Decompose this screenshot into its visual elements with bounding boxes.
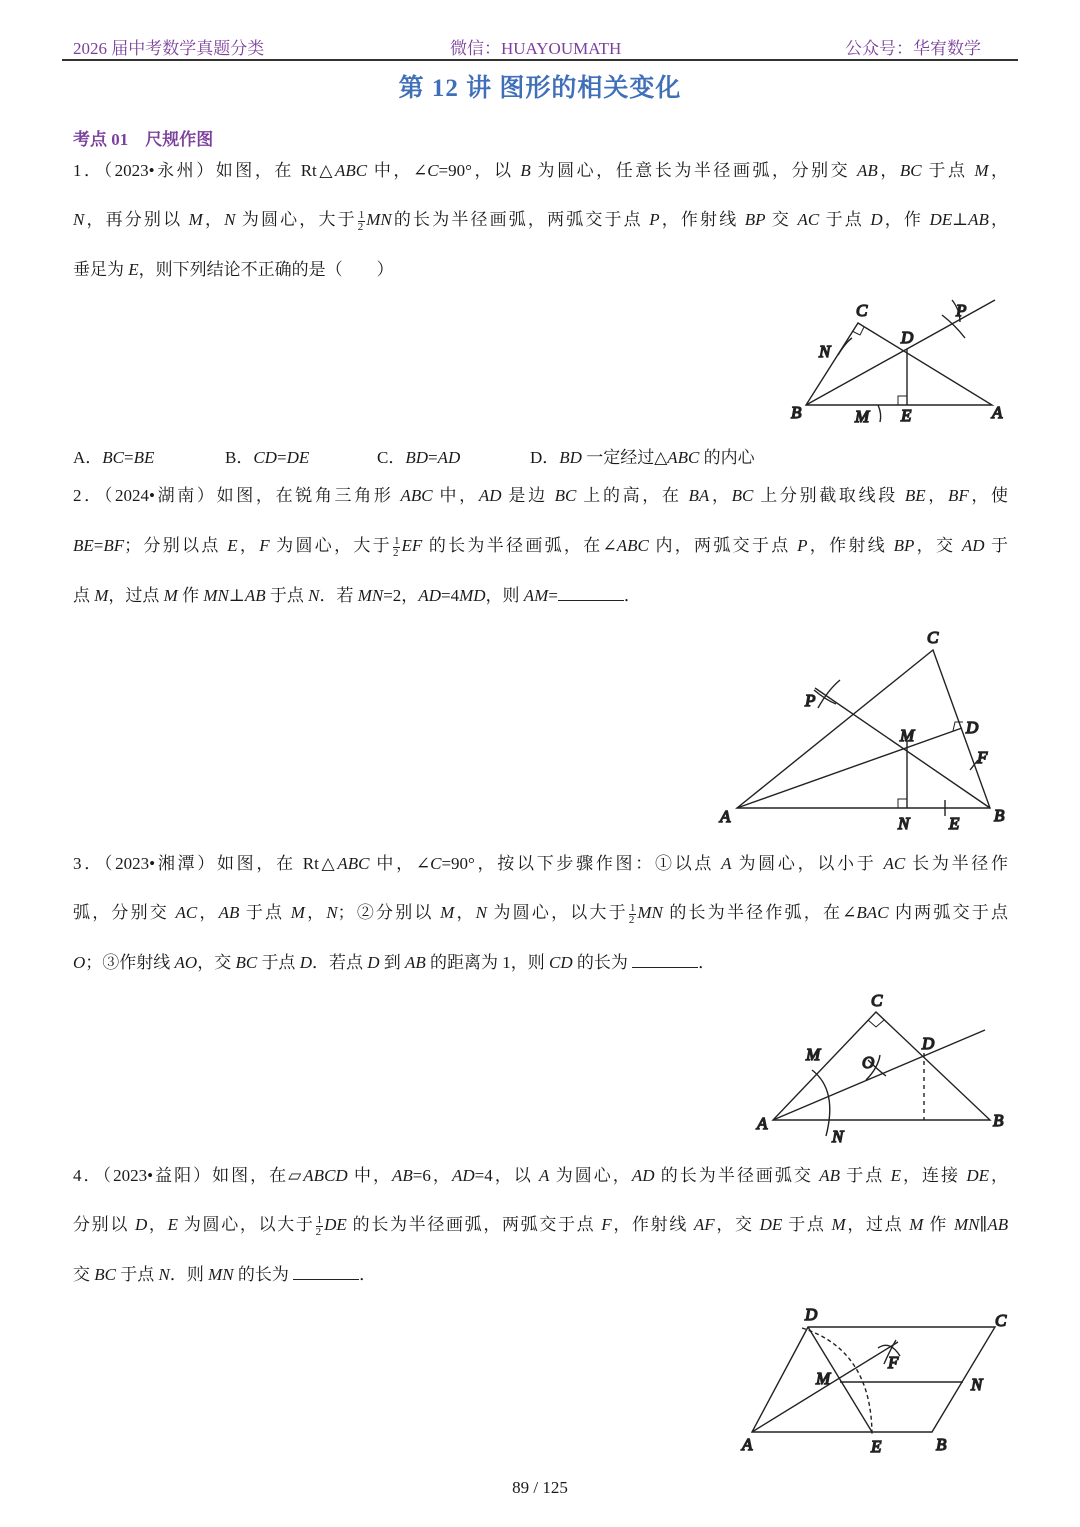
text-run: BC	[554, 486, 577, 505]
fraction-numerator: 1	[316, 1213, 323, 1226]
text-run: AB	[857, 161, 878, 180]
text-run: D	[367, 953, 380, 972]
text-run: 的长为半径画弧交	[654, 1166, 820, 1185]
text-run: AD	[961, 536, 985, 555]
text-run: ABCD	[303, 1166, 348, 1185]
text-run: A	[721, 854, 732, 873]
text-run: 中，∠	[367, 161, 428, 180]
text-run: BC	[899, 161, 922, 180]
text-run: 为圆心，大于	[235, 210, 357, 229]
page-title: 第 12 讲 图形的相关变化	[398, 75, 682, 102]
text-run: E	[128, 260, 139, 279]
header-right: 公众号：华宥数学	[845, 39, 981, 58]
text-run: 于点	[840, 1166, 891, 1185]
point-label: D	[805, 1305, 818, 1324]
text-run: ，交	[197, 953, 236, 972]
text-run: ABC	[616, 536, 649, 555]
text-run: AD	[418, 586, 441, 605]
text-run: 于点	[265, 586, 309, 605]
text-run: BC	[102, 448, 125, 467]
text-run: AC	[175, 903, 198, 922]
point-label: M	[855, 407, 870, 426]
text-run: E	[167, 1215, 178, 1234]
text-run: EF	[401, 536, 423, 555]
point-label: N	[898, 814, 910, 833]
text-run: ．	[623, 586, 641, 605]
text-run: N	[73, 210, 85, 229]
text-run: M	[163, 586, 178, 605]
text-run: 3．（2023•湘潭）如图，在 Rt△	[73, 854, 338, 873]
text-run: =	[276, 448, 287, 467]
text-run: 于	[984, 536, 1009, 555]
text-run: 于点	[115, 1265, 159, 1284]
text-run: ，	[709, 486, 732, 505]
text-run: 的距离为 1，则	[425, 953, 550, 972]
text-run: =	[548, 586, 558, 605]
point-label: F	[888, 1353, 899, 1372]
text-run: M	[188, 210, 203, 229]
text-run: BF	[947, 486, 969, 505]
text-run: 一定经过△	[581, 448, 668, 467]
text-run: ．	[698, 953, 716, 972]
text-run: M	[909, 1215, 924, 1234]
point-label: B	[993, 1111, 1004, 1130]
text-run: BP	[893, 536, 915, 555]
text-run: ，	[304, 903, 327, 922]
fraction-denominator: 2	[392, 546, 399, 559]
figure-4	[741, 1305, 1007, 1456]
text-run: AM	[523, 586, 549, 605]
text-run: P	[797, 536, 808, 555]
text-run: M	[831, 1215, 846, 1234]
text-run: MN	[357, 586, 384, 605]
text-run: M	[94, 586, 109, 605]
fraction-numerator: 1	[358, 208, 365, 221]
text-run: 点	[73, 586, 95, 605]
fraction-numerator: 1	[629, 901, 636, 914]
text-run: BC	[731, 486, 754, 505]
text-run: AD	[437, 448, 461, 467]
text-run: MD	[459, 586, 486, 605]
page-total: 125	[542, 1478, 568, 1497]
text-run: MN	[366, 210, 392, 229]
text-run: A	[539, 1166, 550, 1185]
text-run: ⊥	[952, 210, 969, 229]
text-run: DE	[286, 448, 310, 467]
text-run: 内，两弧交于点	[648, 536, 798, 555]
text-run: BF	[103, 536, 125, 555]
text-run: E	[227, 536, 238, 555]
text-run: 中，	[347, 1166, 393, 1185]
text-run: F	[259, 536, 270, 555]
text-run: D	[134, 1215, 148, 1234]
text-run: ，	[237, 536, 260, 555]
text-run: D	[299, 953, 312, 972]
text-run: 上分别截取线段	[753, 486, 905, 505]
text-run: ，再分别以	[84, 210, 189, 229]
point-label: O	[862, 1053, 875, 1072]
text-run: =4，以	[474, 1166, 540, 1185]
text-run: ，作	[882, 210, 930, 229]
point-label: D	[966, 718, 979, 737]
text-run: M	[974, 161, 989, 180]
text-run: 于点	[239, 903, 291, 922]
text-run: DE	[929, 210, 953, 229]
text-run: =6，	[412, 1166, 452, 1185]
point-label: C	[871, 991, 883, 1010]
text-run: D	[870, 210, 883, 229]
point-label: C	[995, 1311, 1007, 1330]
point-label: C	[927, 628, 939, 647]
text-run: ，作射线	[807, 536, 894, 555]
fraction-denominator: 2	[315, 1225, 322, 1238]
figure-1	[791, 300, 1003, 426]
text-run: BE	[73, 536, 94, 555]
text-run: 2．（2024•湖南）如图，在锐角三角形	[73, 486, 401, 505]
text-run: ∥	[979, 1215, 988, 1234]
text-run: AB	[244, 586, 266, 605]
figure-2	[719, 628, 1005, 833]
text-run: 弧，分别交	[73, 903, 176, 922]
text-run: ．若点	[311, 953, 368, 972]
text-run: =2，	[383, 586, 419, 605]
text-run: 为圆心，以小于	[731, 854, 884, 873]
text-run: C	[427, 161, 439, 180]
text-run: ，	[988, 161, 1009, 180]
fraction-denominator: 2	[357, 220, 364, 233]
text-run: AC	[797, 210, 820, 229]
fraction-denominator: 2	[628, 913, 635, 926]
text-run: ，使	[968, 486, 1009, 505]
text-run: ，	[202, 210, 225, 229]
text-run: 于点	[921, 161, 975, 180]
text-run: MN	[637, 903, 663, 922]
point-label: F	[977, 748, 988, 767]
text-run: ，作射线	[611, 1215, 694, 1234]
text-run: BC	[94, 1265, 116, 1284]
text-run: =90°，按以下步骤作图：①以点	[441, 854, 722, 873]
text-run: 的内心	[699, 448, 755, 467]
text-run: ABC	[337, 854, 370, 873]
text-run: BC	[235, 953, 258, 972]
text-run: ，	[989, 1166, 1009, 1185]
figure-3	[756, 991, 1004, 1146]
text-run: ，	[988, 210, 1009, 229]
text-run: O	[73, 953, 86, 972]
text-run: ，	[197, 903, 219, 922]
text-run: 的长为	[233, 1265, 294, 1284]
point-label: D	[922, 1034, 935, 1053]
text-run: AO	[174, 953, 198, 972]
text-run: ，则下列结论不正确的是（ ）	[138, 260, 394, 279]
text-run: 的长为半径画弧，两弧交于点	[346, 1215, 602, 1234]
point-label: M	[806, 1045, 821, 1064]
text-run: 为圆心，	[549, 1166, 632, 1185]
text-run: D．	[530, 448, 560, 467]
text-run: AB	[392, 1166, 413, 1185]
point-label: B	[791, 403, 802, 422]
triangle-abc	[806, 323, 992, 405]
text-run: 作	[923, 1215, 954, 1234]
text-run: AB	[218, 903, 240, 922]
text-run: BP	[744, 210, 766, 229]
text-run: 到	[379, 953, 405, 972]
text-run: 交	[765, 210, 798, 229]
text-run: 的长为半径画弧，在∠	[422, 536, 617, 555]
text-run: AF	[693, 1215, 715, 1234]
text-run: BE	[904, 486, 926, 505]
text-run: 为圆心，以大于	[177, 1215, 315, 1234]
text-run: 于点	[819, 210, 871, 229]
text-run: N	[475, 903, 488, 922]
text-run: =	[93, 536, 104, 555]
text-run: 中，∠	[369, 854, 431, 873]
point-label: B	[994, 806, 1005, 825]
point-label: P	[956, 301, 967, 320]
text-run: 交	[73, 1265, 95, 1284]
text-run: 为圆心，大于	[269, 536, 392, 555]
text-run: AB	[987, 1215, 1009, 1234]
text-run: ；分别以点	[124, 536, 228, 555]
text-run: 为圆心，以大于	[487, 903, 628, 922]
point-label: D	[901, 328, 914, 347]
text-run: BE	[133, 448, 155, 467]
text-run: 作	[177, 586, 204, 605]
point-label: E	[949, 814, 960, 833]
point-label: A	[757, 1114, 768, 1133]
text-run: BD	[559, 448, 582, 467]
text-run: ，连接	[900, 1166, 967, 1185]
text-run: ABC	[667, 448, 700, 467]
text-run: BA	[688, 486, 710, 505]
text-run: N	[326, 903, 338, 922]
fraction-numerator: 1	[393, 534, 400, 547]
text-run: 上的高，在	[576, 486, 689, 505]
text-run: N	[158, 1265, 170, 1284]
point-label: A	[992, 403, 1003, 422]
text-run: AB	[968, 210, 989, 229]
point-label: C	[856, 301, 868, 320]
text-run: C．	[377, 448, 406, 467]
text-run: DE	[966, 1166, 990, 1185]
point-label: E	[871, 1437, 882, 1456]
text-run: MN	[953, 1215, 980, 1234]
text-run: ，则	[485, 586, 524, 605]
text-run: P	[649, 210, 660, 229]
text-run: 垂足为	[73, 260, 129, 279]
text-run: B．	[225, 448, 254, 467]
text-run: 的长为	[572, 953, 633, 972]
section-heading: 考点 01 尺规作图	[73, 130, 214, 149]
text-run: ；③作射线	[85, 953, 175, 972]
text-run: AD	[451, 1166, 475, 1185]
text-run: 是边	[501, 486, 555, 505]
text-run: 内两弧交于点	[888, 903, 1008, 922]
text-run: MN	[208, 1265, 234, 1284]
text-run: F	[601, 1215, 612, 1234]
text-run: ，过点	[845, 1215, 910, 1234]
text-run: BAC	[856, 903, 889, 922]
page-current: 89	[512, 1478, 530, 1497]
point-label: A	[720, 807, 731, 826]
text-run: 4．（2023•益阳）如图，在▱	[73, 1166, 304, 1185]
point-label: E	[901, 406, 912, 425]
text-run: ，交	[714, 1215, 760, 1234]
text-run: 为圆心，任意长为半径画弧，分别交	[530, 161, 858, 180]
text-run: 分别以	[73, 1215, 135, 1234]
text-run: ．则	[169, 1265, 209, 1284]
text-run: =	[428, 448, 438, 467]
text-run: BD	[405, 448, 429, 467]
text-run: 于点	[782, 1215, 832, 1234]
text-run: DE	[324, 1215, 347, 1234]
text-run: =	[124, 448, 134, 467]
text-run: CD	[253, 448, 277, 467]
text-run: ⊥	[228, 586, 245, 605]
text-run: ．	[359, 1265, 377, 1284]
point-label: N	[832, 1127, 844, 1146]
text-run: 于点	[257, 953, 300, 972]
text-run: =4	[440, 586, 460, 605]
text-run: =90°，以	[438, 161, 521, 180]
page-number	[0, 1478, 1080, 1498]
text-run: 中，	[432, 486, 479, 505]
text-run: C	[430, 854, 442, 873]
text-run: ．若	[319, 586, 358, 605]
text-run: MN	[203, 586, 229, 605]
text-run: ，	[147, 1215, 168, 1234]
point-label: M	[816, 1369, 831, 1388]
point-label: N	[819, 342, 831, 361]
text-run: ABC	[400, 486, 433, 505]
point-label: A	[742, 1435, 753, 1454]
text-run: 的长为半径作弧，在∠	[662, 903, 857, 922]
text-run: B	[520, 161, 531, 180]
point-label: M	[900, 726, 915, 745]
text-run: AC	[883, 854, 906, 873]
text-run: CD	[549, 953, 573, 972]
header-center: 微信：HUAYOUMATH	[450, 39, 622, 58]
text-run: DE	[759, 1215, 783, 1234]
text-run: AD	[478, 486, 502, 505]
point-label: B	[936, 1435, 947, 1454]
text-run: ABC	[334, 161, 368, 180]
text-run: 1．（2023•永州）如图，在 Rt△	[73, 161, 335, 180]
page-separator: /	[533, 1478, 539, 1497]
text-run: M	[440, 903, 455, 922]
header-left: 2026 届中考数学真题分类	[73, 39, 265, 58]
point-label: N	[971, 1375, 983, 1394]
text-run: A．	[73, 448, 103, 467]
text-run: 的长为半径画弧，两弧交于点	[391, 210, 650, 229]
text-run: ，	[454, 903, 476, 922]
text-run: ，交	[914, 536, 962, 555]
text-run: ，过点	[108, 586, 164, 605]
text-run: ，作射线	[659, 210, 745, 229]
text-run: ，	[877, 161, 900, 180]
text-run: AD	[631, 1166, 655, 1185]
text-run: ；②分别以	[337, 903, 441, 922]
text-run: AB	[405, 953, 426, 972]
text-run: N	[308, 586, 320, 605]
text-run: 长为半径作	[905, 854, 1008, 873]
text-run: E	[890, 1166, 901, 1185]
point-label: P	[805, 691, 816, 710]
text-run: ，	[925, 486, 948, 505]
text-run: N	[224, 210, 236, 229]
text-run: AB	[819, 1166, 840, 1185]
text-run: M	[290, 903, 305, 922]
